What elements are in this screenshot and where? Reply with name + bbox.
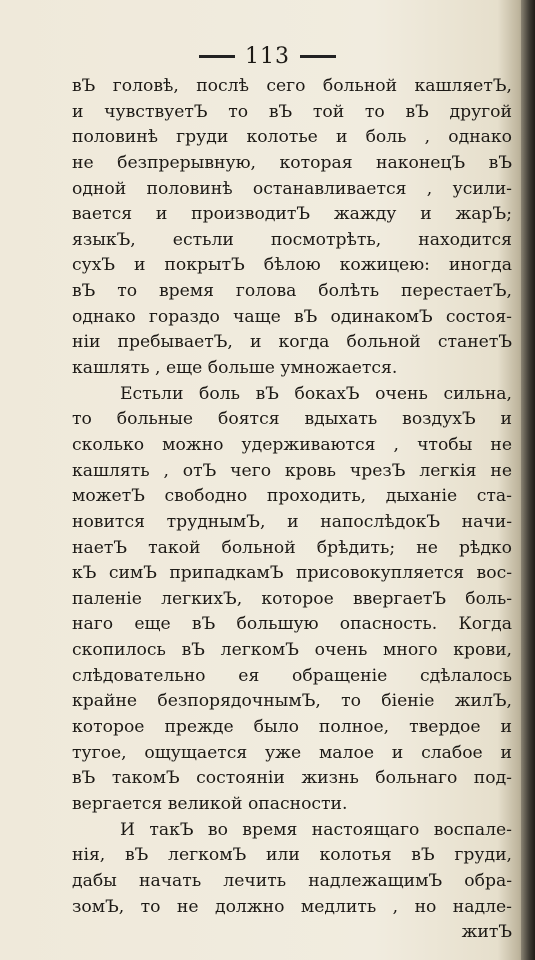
text-line: новится труднымЪ, и напослѣдокЪ начи- [72, 511, 512, 532]
paragraph-start-line: И такЪ во время настоящаго воспале- [120, 819, 512, 840]
text-line: скопилось вЪ легкомЪ очень много крови, [72, 640, 512, 661]
text-line: нiи пребываетЪ, и когда больной станетЪ [72, 332, 512, 353]
text-line: половинѣ груди колотье и боль , однако [72, 127, 512, 148]
text-line: наетЪ такой больной брѣдить; не рѣдко [72, 537, 512, 558]
catchword: житЪ [461, 922, 512, 943]
text-line: нiя, вЪ легкомЪ или колотья вЪ груди, [72, 845, 512, 866]
paragraph-end-line: кашлять , еще больше умножается. [72, 358, 398, 379]
text-line: кЪ симЪ припадкамЪ присовокупляется вос- [72, 563, 512, 584]
text-line: наго еще вЪ большую опасность. Когда [72, 614, 512, 635]
text-line: сколько можно удерживаются , чтобы не [72, 434, 512, 455]
text-line: дабы начать лечить надлежащимЪ обра- [72, 870, 512, 891]
page-number: 113 [245, 43, 290, 69]
text-line: сухЪ и покрытЪ бѣлою кожицею: иногда [72, 255, 512, 276]
paragraph-start-line: Естьли боль вЪ бокахЪ очень сильна, [120, 383, 512, 404]
header-rule-left [199, 55, 235, 58]
text-line: вЪ такомЪ состоянiи жизнь больнаго под- [72, 768, 512, 789]
text-line: паленiе легкихЪ, которое ввергаетЪ боль- [72, 588, 512, 609]
paragraph-end-line: вергается великой опасности. [72, 793, 348, 814]
text-line: языкЪ, естьли посмотрѣть, находится [72, 229, 512, 250]
text-line: не безпрерывную, которая наконецЪ вЪ [72, 152, 512, 173]
text-line: слѣдовательно ея обращенiе сдѣлалось [72, 665, 512, 686]
book-spine-edge [521, 0, 535, 960]
text-line: вается и производитЪ жажду и жарЪ; [72, 204, 512, 225]
text-line: зомЪ, то не должно медлить , но надле- [72, 896, 512, 917]
text-line: которое прежде было полное, твердое и [72, 717, 512, 738]
text-line: вЪ то время голова болѣть перестаетЪ, [72, 281, 512, 302]
text-line: однако гораздо чаще вЪ одинакомЪ состоя- [72, 306, 512, 327]
text-line: кашлять , отЪ чего кровь чрезЪ легкiя не [72, 460, 512, 481]
text-line: вЪ головѣ, послѣ сего больной кашляетЪ, [72, 76, 512, 96]
text-line: и чувствуетЪ то вЪ той то вЪ другой [72, 101, 512, 122]
text-line: то больные боятся вдыхать воздухЪ и [72, 409, 512, 430]
text-line: тугое, ощущается уже малое и слабое и [72, 742, 512, 763]
page-header [0, 42, 535, 70]
text-line: крайне безпорядочнымЪ, то бiенiе жилЪ, [72, 691, 512, 712]
text-line: одной половинѣ останавливается , усили- [72, 178, 512, 199]
header-rule-right [300, 55, 336, 58]
body-text [72, 74, 512, 946]
text-line: можетЪ свободно проходить, дыханiе ста- [72, 486, 512, 507]
